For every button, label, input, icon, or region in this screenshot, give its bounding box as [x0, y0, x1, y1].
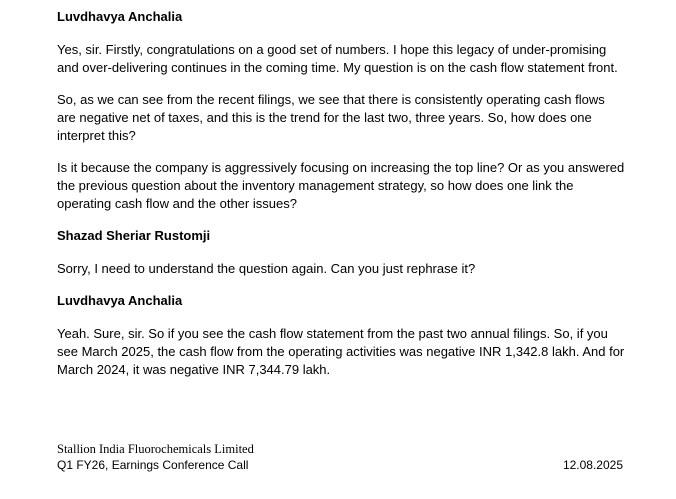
footer-date: 12.08.2025: [562, 458, 623, 472]
speaker-name: Shazad Sheriar Rustomji: [57, 228, 211, 243]
transcript-body: [57, 8, 627, 393]
transcript-paragraph: Sorry, I need to understand the question again. Can you just rephrase it?: [57, 261, 476, 276]
transcript-paragraph: Yeah. Sure, sir. So if you see the cash flow statement from the past two annual filings. So, if you see March 2025, the cash flow from the operating activities was negative INR 1,342.8 lakh. And for March 2024, it was negative INR 7,344.79 lakh.: [57, 326, 625, 377]
footer-event-name: Q1 FY26, Earnings Conference Call: [57, 458, 249, 472]
speaker-name: Luvdhavya Anchalia: [57, 9, 183, 24]
transcript-paragraph: So, as we can see from the recent filings, we see that there is consistently operating cash flows are negative net of taxes, and this is the trend for the last two, three years. So, how does one interpret this?: [57, 92, 605, 143]
transcript-paragraph: Yes, sir. Firstly, congratulations on a good set of numbers. I hope this legacy of under-promising and over-delivering continues in the coming time. My question is on the cash flow statement front.: [57, 42, 618, 75]
footer-company-name: Stallion India Fluorochemicals Limited: [57, 442, 254, 456]
page-footer: [57, 441, 623, 473]
transcript-paragraph: Is it because the company is aggressively focusing on increasing the top line? Or as you answered the previous question about the inventory management strategy, so how does one link the operating cash flow and the other issues?: [57, 160, 625, 211]
footer-row: [57, 457, 623, 473]
speaker-name: Luvdhavya Anchalia: [57, 293, 183, 308]
